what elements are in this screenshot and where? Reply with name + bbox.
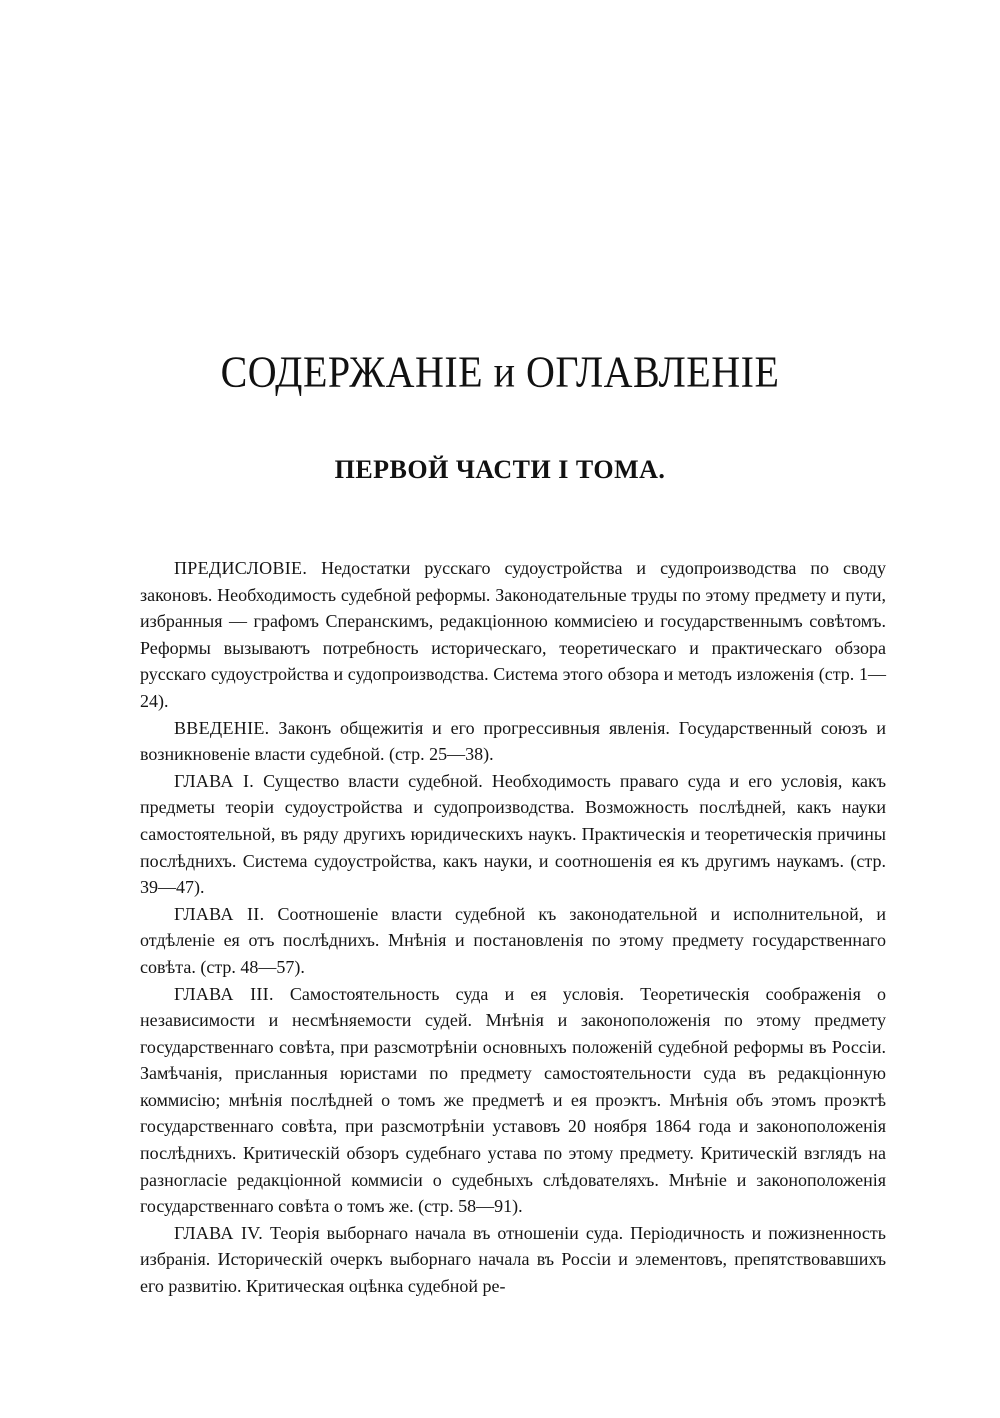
toc-entry-text: Недостатки русскаго судоустройства и судопроизводства по своду законовъ. Необходимость судебной реформы. Законодательные труды по этому предмету и пути, избранныя — графомъ Сперанскимъ, редакціонною коммисіею и государственнымъ совѣтомъ. Реформы вызываютъ потребность историческаго, теоретическаго и практическаго обзора русскаго судоустройства и судопроизводства. Система этого обзора и методъ изложенія (стр. 1—24). [140,558,887,711]
toc-entry-heading: ПРЕДИСЛОВІЕ. [174,558,308,578]
page-subtitle: ПЕРВОЙ ЧАСТИ I ТОМА. [334,455,666,484]
toc-entry-heading: ГЛАВА II. [174,903,265,924]
table-of-contents [140,555,886,1300]
toc-entry-text: Теорія выборнаго начала въ отношеніи суда. Періодичность и пожизненность избранія. Историческій очеркъ выборнаго начала въ Россіи и элементовъ, препятствовавшихъ его развитію. Критическая оцѣнка судебной ре- [140,1222,886,1297]
toc-entry-heading: ГЛАВА I. [174,770,255,791]
toc-entry-text: Соотношеніе власти судебной къ законодательной и исполнительной, и отдѣленіе ея отъ послѣднихъ. Мнѣнія и постановленія по этому предмету государственнаго совѣта. (стр. 48—57). [140,903,887,977]
toc-entry-text: Существо власти судебной. Необходимость праваго суда и его условія, какъ предметы теоріи судоустройства и судопроизводства. Возможность послѣдней, какъ науки самостоятельной, въ ряду другихъ юридическихъ наукъ. Практическія и теоретическія причины послѣднихъ. Система судоустройства, какъ науки, и соотношенія ея къ другимъ наукамъ. (стр. 39—47). [140,770,886,898]
toc-entry-introduction [140,715,886,768]
toc-entry-chapter-3 [140,981,886,1220]
toc-entry-heading: ГЛАВА IV. [174,1222,264,1243]
toc-entry-preface [140,555,886,715]
toc-entry-chapter-1 [140,768,886,901]
toc-entry-text: Самостоятельность суда и ея условія. Теоретическія соображенія о независимости и несмѣняемости судей. Мнѣнія и законоположенія по этому предмету государственнаго совѣта, при разсмотрѣніи основныхъ положеній судебной реформы въ Россіи. Замѣчанія, присланныя юристами по предмету самостоятельности суда въ редакціонную коммисію; мнѣнія послѣдней о томъ же предметѣ и ея проэктъ. Мнѣнія объ этомъ проэктѣ государственнаго совѣта, при разсмотрѣніи уставовъ 20 ноября 1864 года и законоположенія послѣднихъ. Критическій обзоръ судебнаго устава по этому предмету. Критическій взглядъ на разногласіе редакціонной коммисіи о судебныхъ слѣдователяхъ. Мнѣніе и законоположенія государственнаго совѣта о томъ же. (стр. 58—91). [140,983,886,1217]
toc-entry-chapter-4 [140,1220,886,1300]
toc-entry-chapter-2 [140,901,886,981]
page-title: СОДЕРЖАНІЕ и ОГЛАВЛЕНІЕ [220,346,780,397]
toc-entry-text: Законъ общежитія и его прогрессивныя явленія. Государственный союзъ и возникновеніе власти судебной. (стр. 25—38). [140,717,886,765]
toc-entry-heading: ВВЕДЕНІЕ. [174,717,270,738]
toc-entry-heading: ГЛАВА III. [174,983,274,1004]
